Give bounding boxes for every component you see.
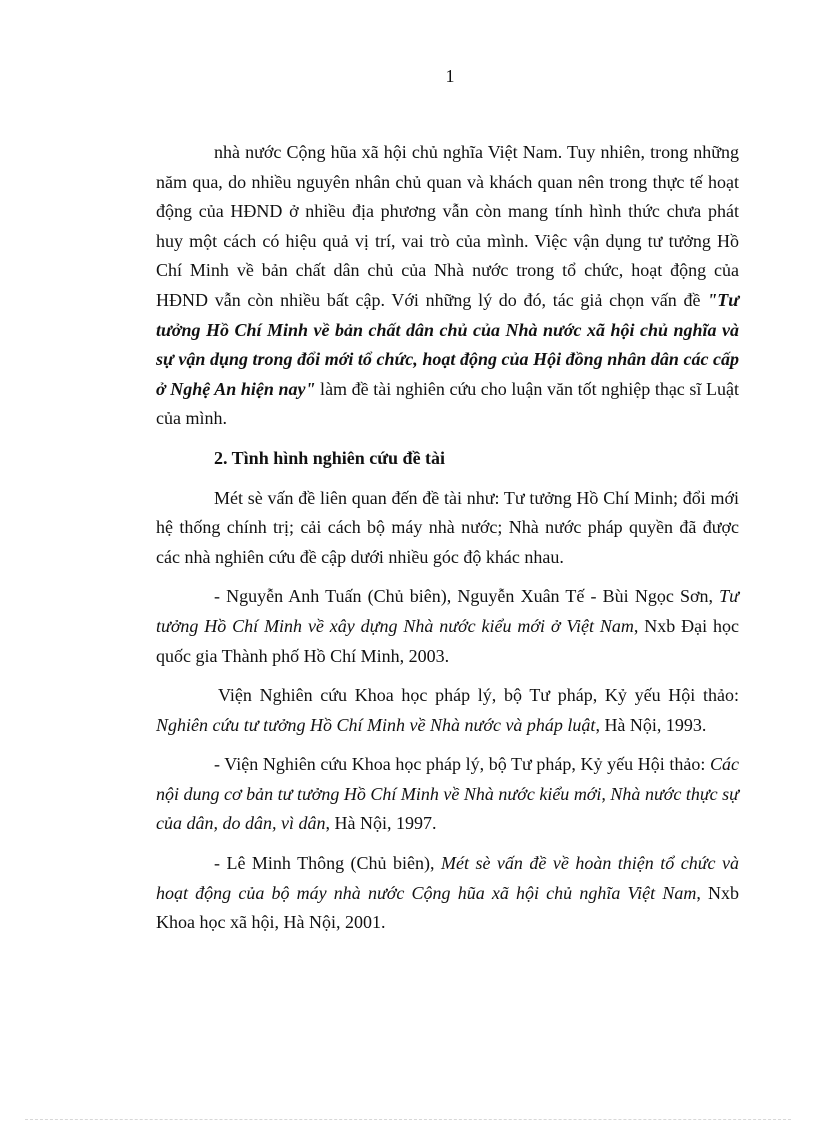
reference-title: Mét sè vấn đề về hoàn thiện tổ chức và hoạt động của bộ máy nhà nước Cộng hũa xã hội chủ nghĩa Việt Nam — [156, 853, 739, 903]
page-bottom-border — [25, 1119, 791, 1120]
reference-publisher: , Hà Nội, 1997. — [325, 813, 437, 834]
reference-author: - Nguyễn Anh Tuấn (Chủ biên), Nguyễn Xuân Tế - Bùi Ngọc Sơn, — [214, 586, 720, 607]
reference-author: - Viện Nghiên cứu Khoa học pháp lý, bộ Tư pháp, Kỷ yếu Hội thảo: — [214, 754, 710, 775]
reference-publisher: , Nxb Đại học quốc gia Thành phố Hồ Chí Minh, 2003. — [156, 615, 740, 666]
reference-item — [156, 750, 739, 839]
document-body — [156, 138, 739, 938]
reference-item — [156, 681, 739, 740]
thesis-title: "Tư tưởng Hồ Chí Minh về bản chất dân chủ của Nhà nước xã hội chủ nghĩa và sự vận dụng trong đổi mới tổ chức, hoạt động của Hội đồng nhân dân các cấp ở Nghệ An hiện nay" — [156, 289, 739, 399]
reference-item — [156, 582, 739, 671]
reference-publisher: , Nxb Khoa học xã hội, Hà Nội, 2001. — [156, 882, 739, 933]
reference-author: Viện Nghiên cứu Khoa học pháp lý, bộ Tư pháp, Kỷ yếu Hội thảo: — [218, 685, 739, 706]
reference-title: Các nội dung cơ bản tư tưởng Hồ Chí Minh về Nhà nước kiểu mới, Nhà nước thực sự của dân, do dân, vì dân — [156, 754, 739, 834]
reference-publisher: , Hà Nội, 1993. — [595, 714, 707, 735]
intro-text: nhà nước Cộng hũa xã hội chủ nghĩa Việt Nam. Tuy nhiên, trong những năm qua, do nhiều nguyên nhân chủ quan và khách quan nên trong thực tế hoạt động của HĐND ở nhiều địa phương vẫn còn mang tính hình thức chưa phát huy một cách có hiệu quả vị trí, vai trò của mình. Việc vận dụng tư tưởng Hồ Chí Minh về bản chất dân chủ của Nhà nước trong tổ chức, hoạt động của HĐND vẫn còn nhiều bất cập. Với những lý do đó, tác giả chọn vấn đề — [156, 142, 739, 310]
intro-tail: làm đề tài nghiên cứu cho luận văn tốt nghiệp thạc sĩ Luật của mình. — [156, 378, 740, 429]
reference-title: Nghiên cứu tư tưởng Hồ Chí Minh về Nhà nước và pháp luật — [156, 714, 596, 735]
research-paragraph: Mét sè vấn đề liên quan đến đề tài như: Tư tưởng Hồ Chí Minh; đổi mới hệ thống chính trị; cải cách bộ máy nhà nước; Nhà nước pháp quyền đã được các nhà nghiên cứu đề cập dưới nhiều góc độ khác nhau. — [156, 487, 739, 567]
reference-title: Tư tưởng Hồ Chí Minh về xây dựng Nhà nước kiểu mới ở Việt Nam — [156, 586, 739, 636]
page-number: 1 — [445, 66, 455, 86]
reference-item — [156, 849, 739, 938]
section-heading: 2. Tình hình nghiên cứu đề tài — [214, 447, 446, 468]
intro-paragraph — [156, 138, 739, 434]
reference-author: - Lê Minh Thông (Chủ biên), — [214, 853, 441, 874]
